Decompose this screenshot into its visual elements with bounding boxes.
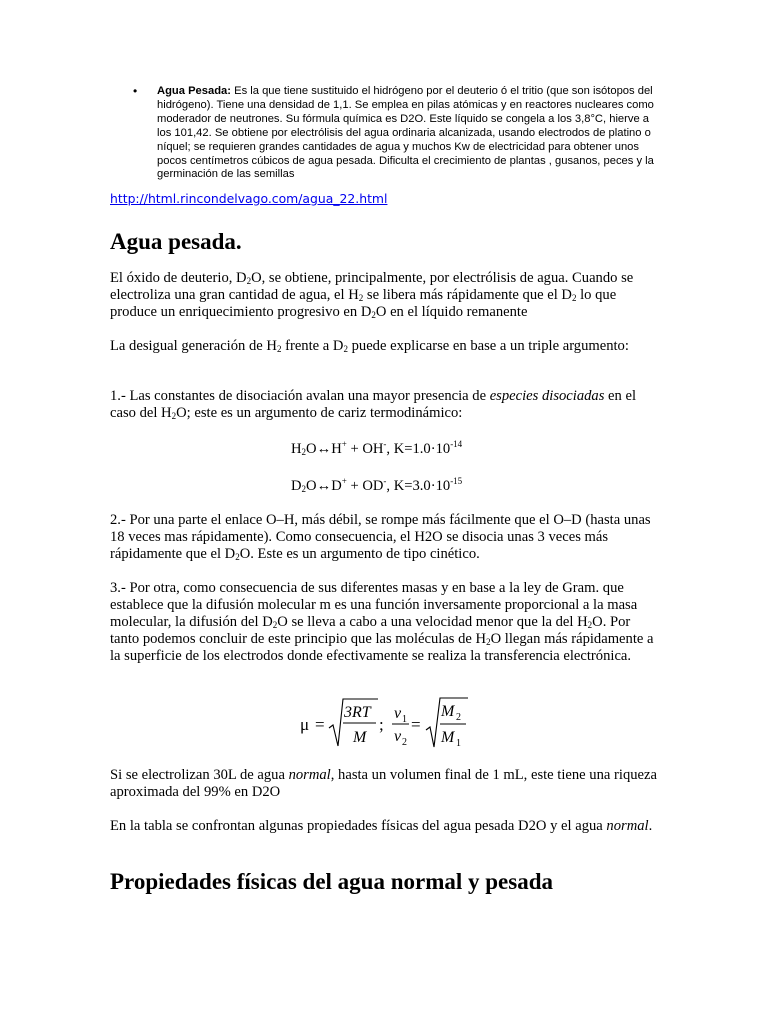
- formula-v1-sub: 1: [402, 714, 407, 725]
- formula-equals: =: [315, 715, 325, 734]
- source-link[interactable]: http://html.rincondelvago.com/agua_22.html: [110, 191, 388, 206]
- bullet-text: [157, 85, 663, 182]
- paragraph-6: Si se electrolizan 30L de agua normal, hasta un volumen final de 1 mL, este tiene una riqueza aproximada del 99% en D2O: [110, 767, 657, 800]
- formula-v2-sub: 2: [402, 737, 407, 748]
- equilibrium-arrow-icon: ↔: [316, 478, 332, 494]
- formula-denominator-1: M: [353, 729, 367, 746]
- formula-numerator-2-sub: 2: [456, 712, 461, 723]
- paragraph-4: 2.- Por una parte el enlace O–H, más débil, se rompe más fácilmente que el O–D (hasta unas 18 veces mas rápidamente). Como consecuencia, el H2O se disocia unas 3 veces más rápidamente que el $D_2O$. Este es un argumento de tipo cinético.: [110, 512, 651, 562]
- bullet-term: Agua Pesada:: [157, 85, 231, 97]
- formula-numerator-2: M: [441, 703, 455, 720]
- paragraph-3: 1.- Las constantes de disociación avalan una mayor presencia de especies disociadas en el caso del $H_2O$; este es un argumento de cariz termodinámico:: [110, 388, 637, 421]
- formula-v2: v: [394, 728, 402, 745]
- formula-equals-2: =: [411, 715, 421, 734]
- graham-law-formula: [296, 694, 476, 752]
- bullet-item: [133, 85, 663, 182]
- paragraph-2: La desigual generación de $H_2$ frente a $D_2$ puede explicarse en base a un triple argumento:: [110, 338, 629, 354]
- formula-semicolon: ;: [379, 715, 384, 734]
- bullet-dot-icon: •: [133, 84, 138, 98]
- bullet-body: Es la que tiene sustituido el hidrógeno por el deuterio ó el tritio (que son isótopos del hidrógeno). Tiene una densidad de 1,1. Se emplea en pilas atómicas y en reactores nucleares como moderador de neutrones. Su fórmula química es D2O. Este líquido se congela a los 3,8°C, hierve a los 101,42. Se obtiene por electrólisis del agua ordinaria alcanizada, usando electrodos de platino o níquel; se requieren grandes cantidades de agua y muchos Kw de electricidad para obtener unos pocos centímetros cúbicos de agua pesada. Dificulta el crecimiento de plantas , gusanos, peces y la germinación de las semillas: [157, 85, 654, 181]
- formula-numerator-1: 3RT: [344, 704, 371, 721]
- formula-denominator-2: M: [441, 729, 455, 746]
- formula-v1: v: [394, 705, 402, 722]
- paragraph-1: El óxido de deuterio, $D_2O$, se obtiene, principalmente, por electrólisis de agua. Cuando se electroliza una gran cantidad de agua, el $H_2$ se libera más rápidamente que el $D_2$ lo que produce un enriquecimiento progresivo en $D_2O$ en el líquido remanente: [110, 270, 634, 320]
- paragraph-7: En la tabla se confrontan algunas propiedades físicas del agua pesada D2O y el agua normal.: [110, 818, 653, 834]
- formula-denominator-2-sub: 1: [456, 738, 461, 749]
- equation-d2o-dissociation: $D_2O\leftrightarrow D^+ + OD^-$, $K=3.0\cdot 10^{-15}$: [291, 476, 463, 494]
- equation-h2o-dissociation: $H_2O\leftrightarrow H^+ + OH^-$, $K=1.0\cdot 10^{-14}$: [291, 439, 463, 457]
- equilibrium-arrow-icon: ↔: [316, 441, 332, 457]
- paragraph-5: 3.- Por otra, como consecuencia de sus diferentes masas y en base a la ley de Gram. que establece que la difusión molecular m es una función inversamente proporcional a la masa molecular, la difusión del $D_2O$ se lleva a cabo a una velocidad menor que la del $H_2O$. Por tanto podemos concluir de este principio que las moléculas de $H_2O$ llegan más rápidamente a la superficie de los electrodos donde efectivamente se realiza la transferencia electrónica.: [110, 580, 654, 664]
- heading-propiedades: Propiedades físicas del agua normal y pesada: [110, 869, 553, 894]
- formula-mu: μ: [300, 715, 310, 734]
- heading-agua-pesada: Agua pesada.: [110, 229, 242, 254]
